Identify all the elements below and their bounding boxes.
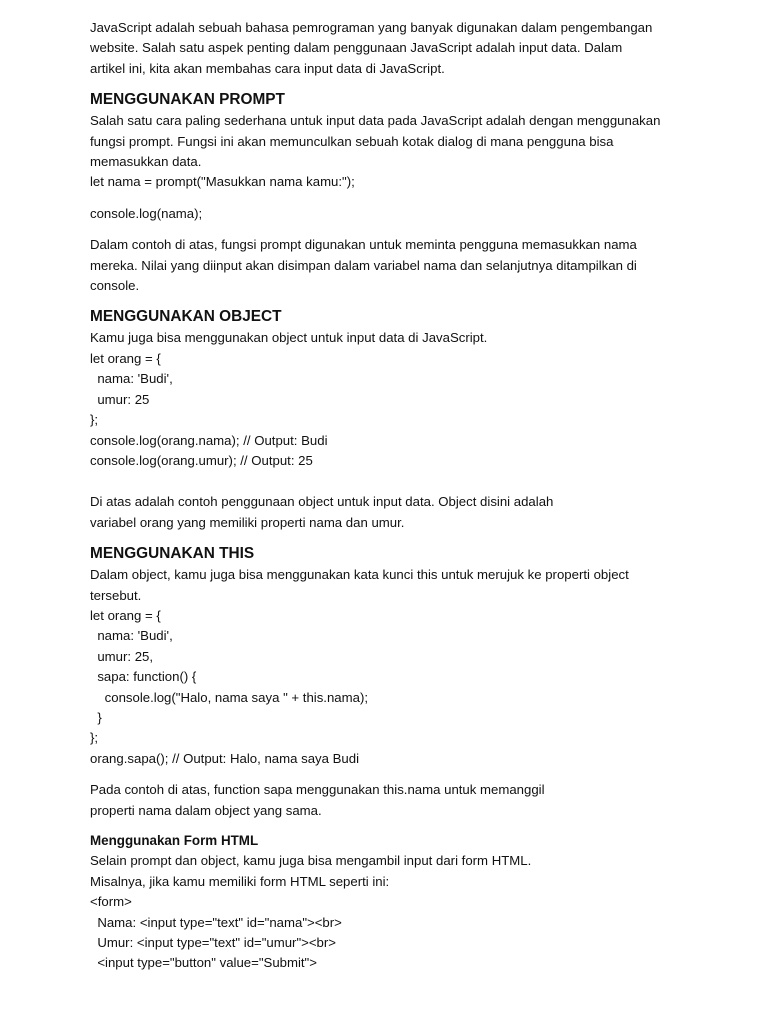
text-line: Dalam object, kamu juga bisa menggunakan kata kunci this untuk merujuk ke properti object — [90, 567, 629, 583]
text-line: memasukkan data. — [90, 154, 202, 170]
text-line: console. — [90, 278, 140, 294]
code-line: console.log("Halo, nama saya " + this.nama); — [90, 689, 369, 705]
code-line: let orang = { — [90, 350, 161, 366]
intro-paragraph — [90, 18, 690, 79]
text-line: Di atas adalah contoh penggunaan object untuk input data. Object disini adalah — [90, 494, 554, 510]
form-paragraph — [90, 851, 690, 892]
code-line: nama: 'Budi', — [90, 628, 173, 644]
text-line: JavaScript adalah sebuah bahasa pemrograman yang banyak digunakan dalam pengembangan — [90, 20, 653, 35]
text-line: Dalam contoh di atas, fungsi prompt digunakan untuk meminta pengguna memasukkan nama — [90, 237, 637, 253]
document-page — [90, 18, 690, 974]
text-line: mereka. Nilai yang diinput akan disimpan dalam variabel nama dan selanjutnya ditampilkan di — [90, 257, 637, 273]
code-line: console.log(orang.umur); // Output: 25 — [90, 452, 313, 468]
section-heading-object: MENGGUNAKAN OBJECT — [90, 308, 282, 326]
code-line: }; — [90, 412, 99, 428]
section-heading-this: MENGGUNAKAN THIS — [90, 545, 255, 563]
section-heading-form: Menggunakan Form HTML — [90, 833, 259, 848]
code-line: Umur: <input type="text" id="umur"><br> — [90, 935, 336, 951]
text-line: Selain prompt dan object, kamu juga bisa mengambil input dari form HTML. — [90, 853, 532, 869]
text-line: fungsi prompt. Fungsi ini akan memunculkan sebuah kotak dialog di mana pengguna bisa — [90, 133, 614, 149]
code-line: nama: 'Budi', — [90, 371, 173, 387]
code-line: console.log(nama); — [90, 205, 203, 221]
object-explanation — [90, 492, 690, 533]
text-line: properti nama dalam object yang sama. — [90, 802, 322, 818]
code-line: umur: 25, — [90, 648, 154, 664]
code-line: }; — [90, 730, 99, 746]
text-line: Misalnya, jika kamu memiliki form HTML seperti ini: — [90, 873, 390, 889]
this-paragraph — [90, 565, 690, 606]
section-heading-prompt: MENGGUNAKAN PROMPT — [90, 91, 285, 109]
code-line: console.log(orang.nama); // Output: Budi — [90, 432, 328, 448]
code-line: Nama: <input type="text" id="nama"><br> — [90, 914, 342, 930]
code-line: umur: 25 — [90, 391, 150, 407]
code-line: sapa: function() { — [90, 669, 197, 685]
code-line: orang.sapa(); // Output: Halo, nama saya Budi — [90, 750, 360, 766]
text-line: website. Salah satu aspek penting dalam penggunaan JavaScript adalah input data. Dalam — [90, 40, 623, 56]
text-line: Salah satu cara paling sederhana untuk input data pada JavaScript adalah dengan menggunakan — [90, 113, 661, 129]
code-line: } — [90, 709, 102, 725]
text-line: Kamu juga bisa menggunakan object untuk input data di JavaScript. — [90, 330, 488, 346]
code-line: let nama = prompt("Masukkan nama kamu:"); — [90, 174, 355, 190]
text-line: variabel orang yang memiliki properti nama dan umur. — [90, 514, 405, 530]
text-line: artikel ini, kita akan membahas cara input data di JavaScript. — [90, 60, 445, 76]
code-line: let orang = { — [90, 607, 161, 623]
text-line: tersebut. — [90, 587, 142, 603]
object-code-block — [90, 349, 690, 471]
text-line: Pada contoh di atas, function sapa menggunakan this.nama untuk memanggil — [90, 782, 545, 798]
this-explanation — [90, 780, 690, 821]
prompt-explanation — [90, 235, 690, 296]
form-code-block — [90, 892, 690, 974]
code-line: <form> — [90, 894, 132, 910]
this-code-block — [90, 606, 690, 769]
code-line: <input type="button" value="Submit"> — [90, 955, 317, 971]
prompt-paragraph — [90, 111, 690, 172]
